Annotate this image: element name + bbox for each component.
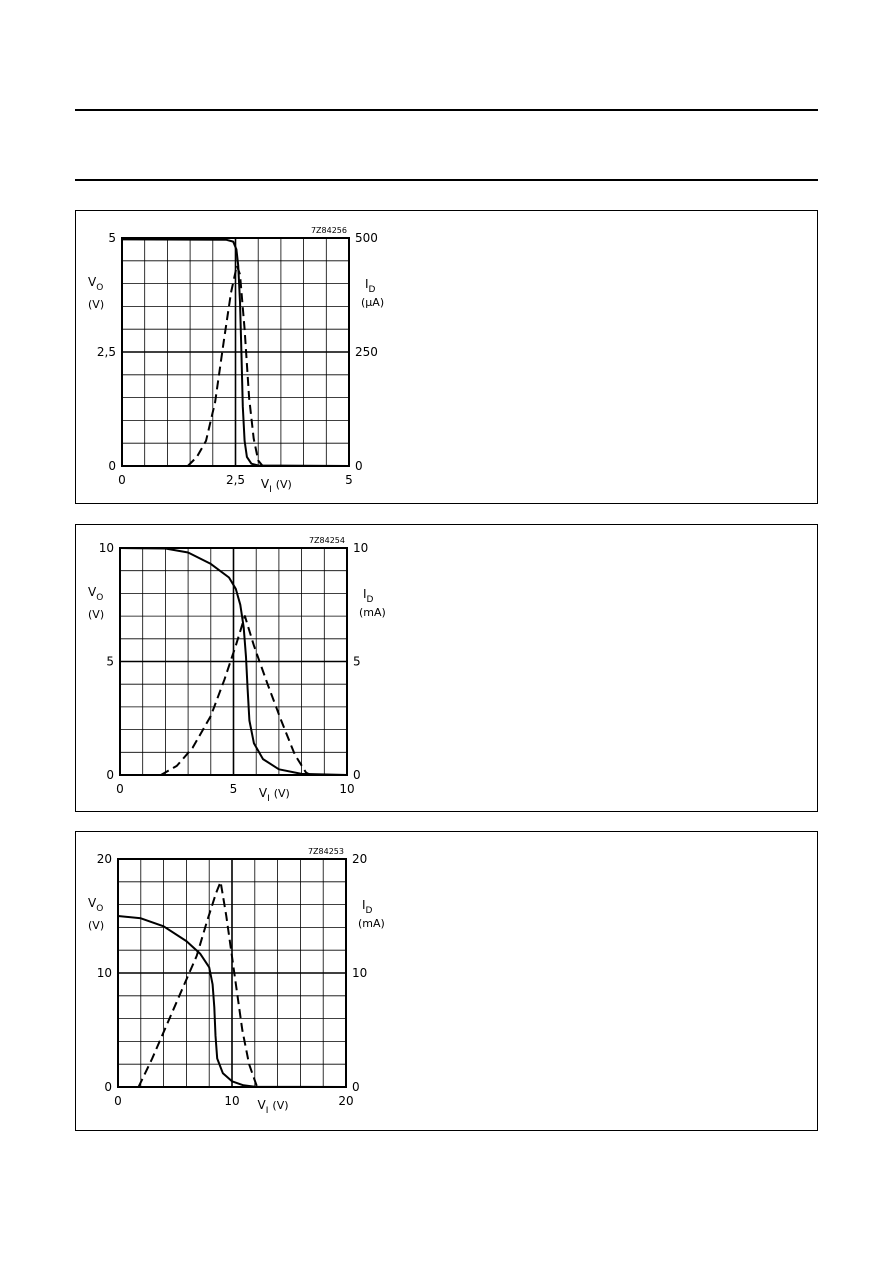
right-tick-label: 500 (355, 231, 378, 245)
left-axis-label: $V_O$ (88, 896, 104, 914)
header-rule-bottom (75, 179, 818, 181)
right-tick-label: 10 (352, 966, 368, 980)
left-tick-label: 0 (108, 459, 116, 473)
x-tick-label: 0 (114, 1094, 122, 1108)
left-axis-label: $V_O$ (88, 585, 104, 603)
left-tick-label: 0 (106, 768, 114, 782)
right-tick-label: 5 (353, 654, 361, 669)
x-axis-label: $V_I$ (V) (257, 1098, 289, 1116)
right-axis-label: $I_D$ (365, 277, 376, 295)
x-axis-label: $V_I$ (V) (260, 477, 292, 495)
left-tick-label: 2,5 (96, 345, 116, 359)
right-tick-label: 10 (353, 541, 369, 555)
right-tick-label: 0 (352, 1080, 360, 1094)
chart-code: 7Z84253 (307, 847, 344, 856)
right-axis-label: $I_D$ (363, 587, 374, 605)
chart-panel-3 (75, 831, 818, 1131)
chart-code: 7Z84254 (308, 536, 345, 545)
chart-panel-2 (75, 524, 818, 812)
right-axis-label: $I_D$ (362, 898, 373, 916)
chart-1-svg (76, 211, 817, 503)
right-tick-label: 250 (355, 345, 378, 359)
left-tick-label: 20 (96, 852, 112, 866)
x-tick-label: 20 (338, 1094, 354, 1108)
left-axis-unit: (V) (88, 608, 105, 621)
left-axis-unit: (V) (88, 919, 105, 932)
x-tick-label: 5 (345, 473, 353, 487)
drain-current-curve (188, 265, 263, 466)
right-tick-label: 0 (353, 768, 361, 782)
right-tick-label: 0 (355, 459, 363, 473)
x-tick-label: 10 (224, 1094, 240, 1108)
left-tick-label: 5 (106, 654, 114, 669)
x-tick-label: 0 (118, 473, 126, 487)
chart-panel-1 (75, 210, 818, 504)
drain-current-curve (139, 882, 258, 1087)
left-tick-label: 5 (108, 231, 116, 245)
left-axis-label: $V_O$ (88, 275, 104, 293)
chart-code: 7Z84256 (310, 226, 347, 235)
x-axis-label: $V_I$ (V) (258, 786, 290, 804)
right-axis-unit: (μA) (361, 296, 385, 309)
chart-2-svg (76, 525, 817, 811)
x-tick-label: 5 (229, 782, 238, 796)
right-axis-unit: (mA) (358, 917, 385, 930)
x-tick-label: 2,5 (225, 473, 246, 487)
left-tick-label: 10 (98, 541, 114, 555)
chart-3-svg (76, 832, 817, 1130)
left-tick-label: 10 (96, 966, 112, 980)
x-tick-label: 0 (116, 782, 124, 796)
drain-current-curve (161, 616, 311, 775)
header-rule-top (75, 109, 818, 111)
right-tick-label: 20 (352, 852, 368, 866)
x-tick-label: 10 (339, 782, 355, 796)
right-axis-unit: (mA) (359, 606, 386, 619)
left-axis-unit: (V) (88, 298, 105, 311)
left-tick-label: 0 (104, 1080, 112, 1094)
